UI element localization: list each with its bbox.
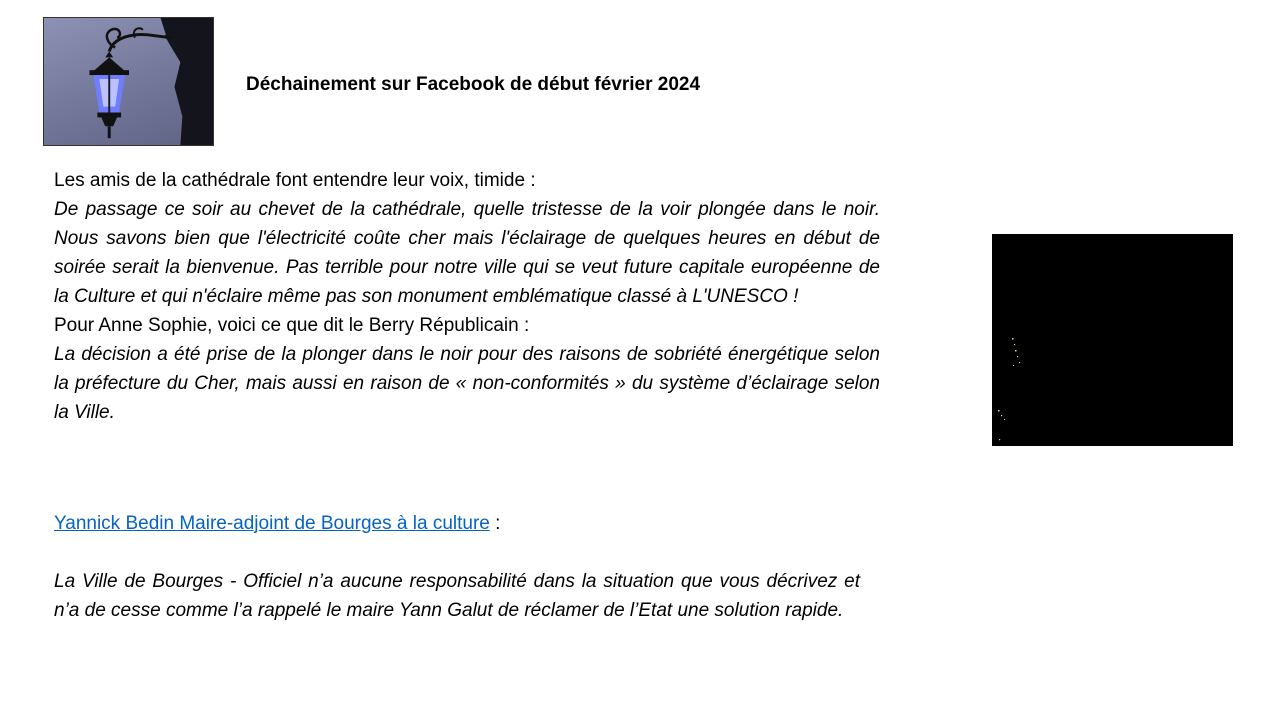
intro-text: Les amis de la cathédrale font entendre leur voix, timide : <box>54 170 536 191</box>
author-suffix: : <box>489 513 501 534</box>
reply-text: La Ville de Bourges - Officiel n’a aucune responsabilité dans la situation que vous décrivez et n’a de cesse comme l’a rappelé le maire Yann Galut de réclamer de l’Etat une solution rapide. <box>54 571 860 621</box>
post-body <box>54 166 880 427</box>
author-link[interactable]: Yannick Bedin Maire-adjoint de Bourges à la culture <box>54 513 490 534</box>
reply-author-line <box>54 509 500 538</box>
page-title: Déchainement sur Facebook de début février 2024 <box>246 74 701 95</box>
quote-friends: De passage ce soir au chevet de la cathédrale, quelle tristesse de la voir plongée dans le noir. Nous savons bien que l'électricité coûte cher mais l'éclairage de quelques heures en début de soirée serait la bienvenue. Pas terrible pour notre ville qui se veut future capitale européenne de la Culture et qui n'éclaire même pas son monument emblématique classé à L'UNESCO ! <box>54 199 880 307</box>
street-lamp-icon <box>44 18 213 145</box>
cathedral-night-photo <box>992 234 1233 446</box>
night-scene-icon <box>992 234 1233 446</box>
street-lamp-photo <box>43 17 214 146</box>
quote-berry: La décision a été prise de la plonger dans le noir pour des raisons de sobriété énergétique selon la préfecture du Cher, mais aussi en raison de « non-conformités » du système d’éclairage selon la Ville. <box>54 344 880 423</box>
intro-text-2: Pour Anne Sophie, voici ce que dit le Berry Républicain : <box>54 315 530 336</box>
